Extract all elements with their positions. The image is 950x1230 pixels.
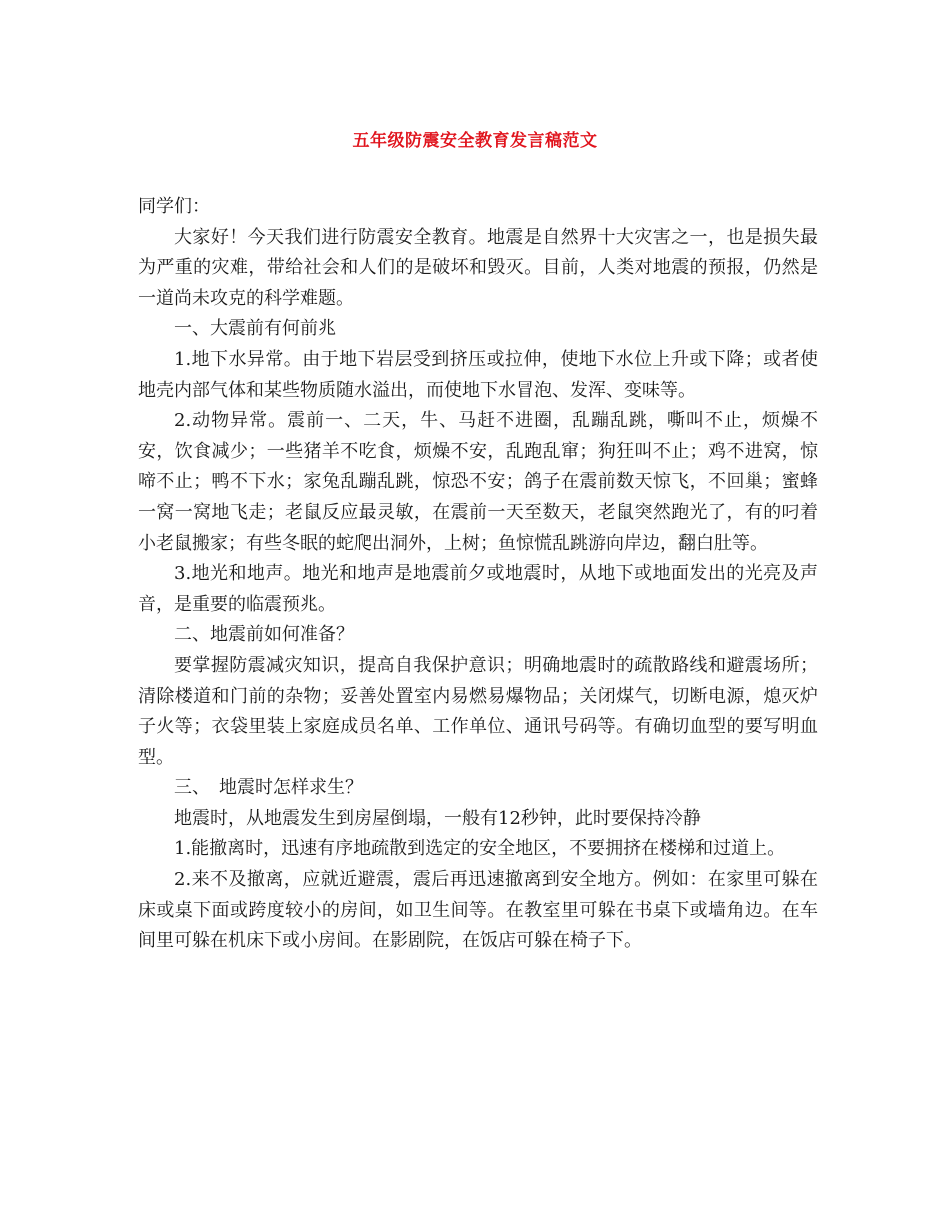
paragraph-shelter: 2.来不及撤离，应就近避震，震后再迅速撤离到安全地方。例如：在家里可躲在床或桌下面或跨度较小的房间，如卫生间等。在教室里可躲在书桌下或墙角边。在车间里可躲在机床下或小房间。在影剧院，在饭店可躲在椅子下。	[138, 869, 818, 952]
paragraph-light-sound: 3.地光和地声。地光和地声是地震前夕或地震时，从地下或地面发出的光亮及声音，是重要的临震预兆。	[138, 563, 818, 615]
paragraph-groundwater: 1.地下水异常。由于地下岩层受到挤压或拉伸，使地下水位上升或下降；或者使地壳内部气体和某些物质随水溢出，而使地下水冒泡、发浑、变味等。	[138, 348, 818, 401]
paragraph-evacuate: 1.能撤离时，迅速有序地疏散到选定的安全地区，不要拥挤在楼梯和过道上。	[174, 838, 786, 860]
document-title: 五年级防震安全教育发言稿范文	[352, 131, 598, 151]
salutation: 同学们：	[138, 196, 210, 217]
intro-paragraph: 大家好！今天我们进行防震安全教育。地震是自然界十大灾害之一，也是损失最为严重的灾难，带给社会和人们的是破坏和毁灭。目前，人类对地震的预报，仍然是一道尚未攻克的科学难题。	[138, 226, 818, 309]
document-body	[138, 192, 818, 957]
section-heading-2: 二、地震前如何准备？	[174, 624, 354, 646]
paragraph-preparation: 要掌握防震减灾知识，提高自我保护意识；明确地震时的疏散路线和避震场所；清除楼道和门前的杂物；妥善处置室内易燃易爆物品；关闭煤气，切断电源，熄灭炉子火等；衣袋里装上家庭成员名单、工作单位、通讯号码等。有确切血型的要写明血型。	[138, 654, 818, 768]
paragraph-survival-intro: 地震时，从地震发生到房屋倒塌，一般有12秒钟，此时要保持冷静	[174, 807, 701, 829]
paragraph-animals: 2.动物异常。震前一、二天，牛、马赶不进圈，乱蹦乱跳，嘶叫不止，烦燥不安，饮食减少；一些猪羊不吃食，烦燥不安，乱跑乱窜；狗狂叫不止；鸡不进窝，惊啼不止；鸭不下水；家兔乱蹦乱跳，惊恐不安；鸽子在震前数天惊飞，不回巢；蜜蜂一窝一窝地飞走；老鼠反应最灵敏，在震前一天至数天，老鼠突然跑光了，有的叼着小老鼠搬家；有些冬眠的蛇爬出洞外，上树；鱼惊慌乱跳游向岸边，翻白肚等。	[138, 410, 818, 554]
section-heading-3: 三、 地震时怎样求生？	[174, 777, 363, 799]
section-heading-1: 一、大震前有何前兆	[174, 318, 336, 340]
